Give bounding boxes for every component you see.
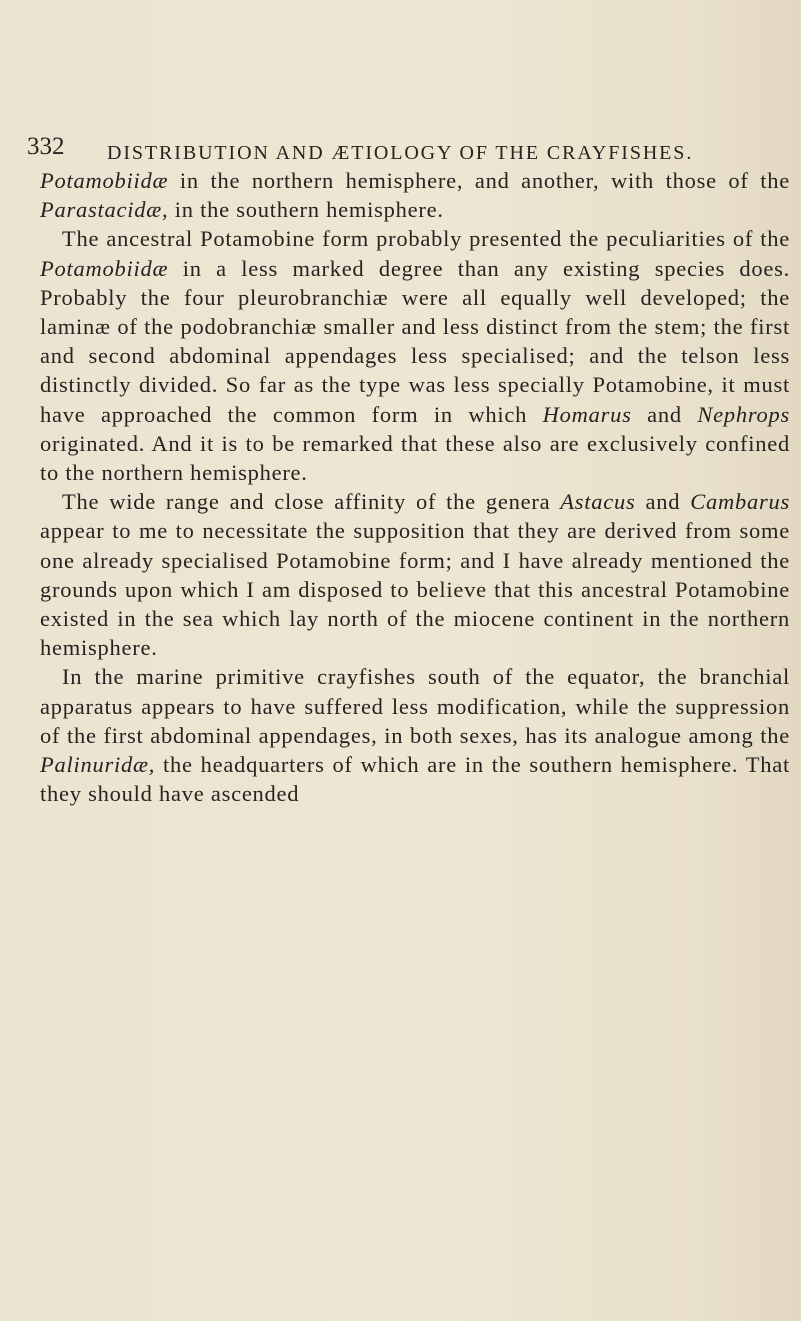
text-run: originated. And it is to be remarked that these also are exclusively confined to the northern hemisphere. — [40, 430, 790, 486]
paragraph — [40, 224, 790, 487]
text-run: in a less marked degree than any existing species does. Probably the four pleurobranchiæ were all equally well developed; the laminæ of the podobranchiæ smaller and less distinct from the stem; the first and second abdominal appendages less specialised; and the telson less distinctly divided. So far as the type was less specially Potamobine, it must have approached the common form in which — [40, 255, 790, 427]
paragraph — [40, 662, 790, 808]
text-run: and — [631, 401, 698, 427]
text-run: the headquarters of which are in the southern hemisphere. That they should have ascended — [40, 752, 790, 807]
text-run: Nephrops — [697, 401, 790, 427]
text-run: Astacus — [560, 489, 636, 515]
text-run: in the southern hemisphere. — [168, 197, 444, 223]
paragraph — [40, 166, 790, 224]
running-head: DISTRIBUTION AND ÆTIOLOGY OF THE CRAYFISHES. — [107, 142, 694, 164]
text-run: Potamobiidæ — [40, 168, 169, 193]
text-run: Potamobiidæ — [40, 255, 169, 281]
text-run: The wide range and close affinity of the genera — [62, 489, 561, 515]
body-text — [40, 166, 790, 808]
text-run: Palinuridæ, — [40, 752, 156, 778]
text-run: appear to me to necessitate the supposition that they are derived from some one already specialised Potamobine form; and I have already mentioned the grounds upon which I am disposed to believe that this ancestral Potamobine existed in the sea which lay north of the miocene continent in the northern hemisphere. — [40, 518, 790, 661]
text-run: and — [635, 489, 691, 515]
text-run: Parastacidæ, — [40, 197, 169, 223]
text-run: in the northern hemisphere, and another, with those of the — [168, 168, 790, 193]
text-run: Cambarus — [690, 489, 790, 515]
text-run: In the marine primitive crayfishes south of the equator, the branchial apparatus appears to have suffered less modification, while the suppression of the first abdominal appendages, in both sexes, has its analogue among the — [40, 664, 790, 748]
paragraph — [40, 487, 790, 662]
text-run: Homarus — [542, 401, 632, 427]
text-run: The ancestral Potamobine form probably presented the peculiarities of the — [62, 226, 790, 252]
page-number: 332 — [27, 133, 65, 160]
